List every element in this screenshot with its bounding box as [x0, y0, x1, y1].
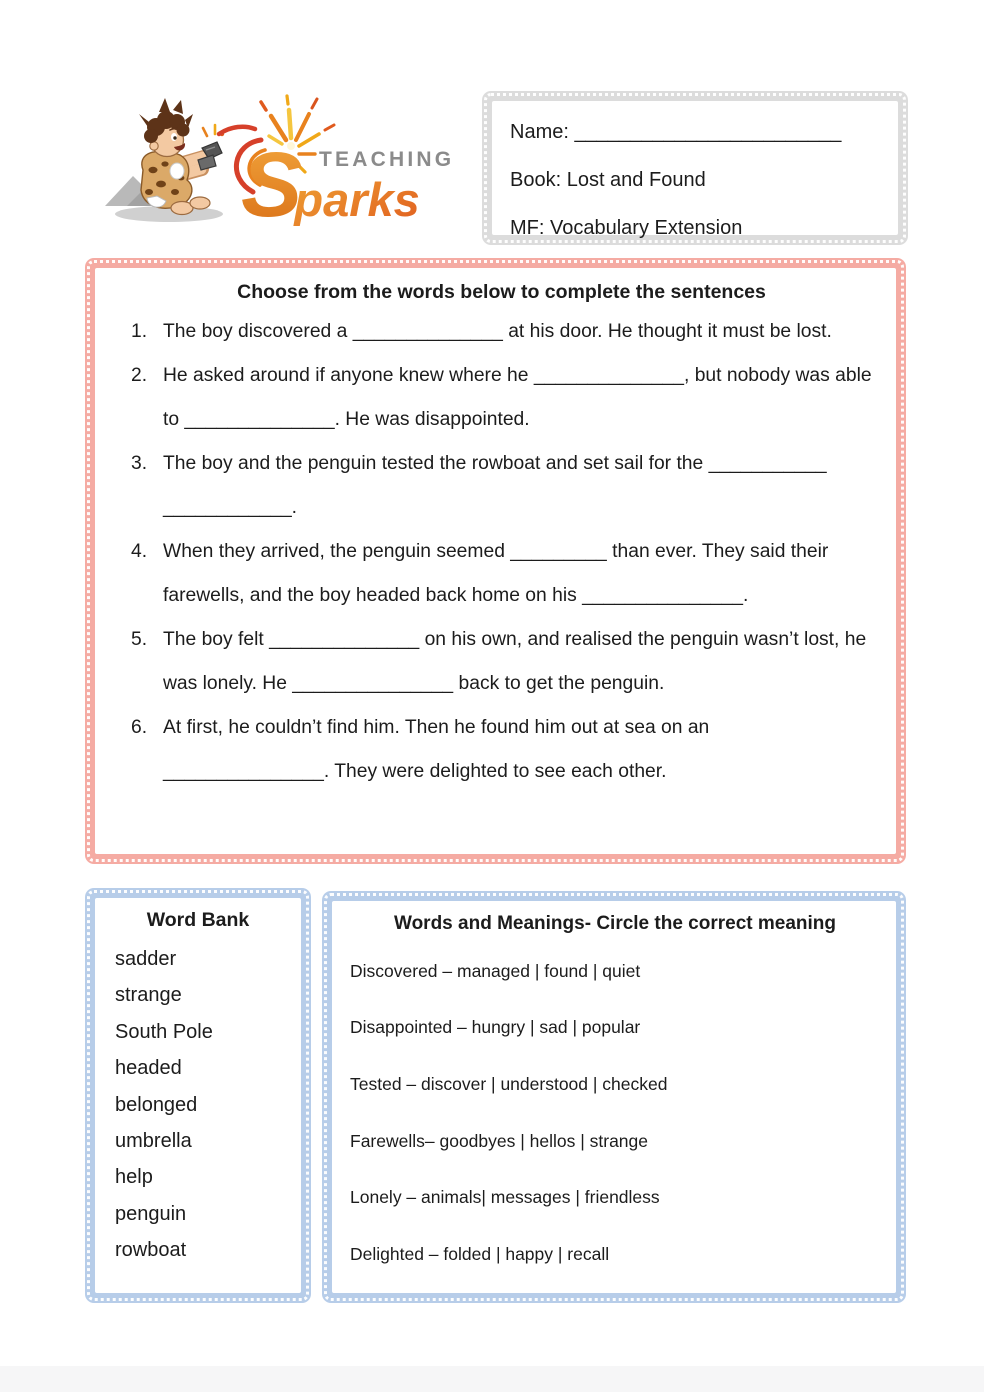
teaching-sparks-logo — [103, 92, 475, 242]
word-bank-list — [115, 941, 295, 1269]
sentence-item — [131, 706, 872, 794]
sentence-item — [131, 442, 872, 530]
meaning-entry: Discovered – managed | found | quiet — [350, 960, 641, 981]
brand-sparks-initial: S — [241, 134, 303, 236]
sentence-completion-box — [85, 258, 906, 864]
sentence-text: At first, he couldn’t find him. Then he found him out at sea on an _______________. They were delighted to see each other. — [163, 717, 710, 782]
sentence-number: 1. — [131, 321, 148, 342]
word-bank-word: strange — [115, 984, 182, 1007]
word-bank-word: penguin — [115, 1202, 187, 1225]
meaning-entry: Delighted – folded | happy | recall — [350, 1243, 610, 1264]
sentence-number: 5. — [131, 629, 148, 650]
meaning-entry: Lonely – animals| messages | friendless — [350, 1187, 660, 1208]
meanings-list — [350, 943, 880, 1283]
word-bank-word: headed — [115, 1057, 182, 1080]
sentence-list — [131, 310, 872, 794]
word-bank-word: help — [115, 1166, 153, 1189]
name-line: Name: ________________________ — [510, 121, 842, 143]
word-bank-word: South Pole — [115, 1020, 213, 1043]
book-line: Book: Lost and Found — [510, 169, 706, 191]
word-bank-word: belonged — [115, 1093, 198, 1116]
sentence-item — [131, 354, 872, 442]
word-bank-word: umbrella — [115, 1130, 192, 1153]
sentence-number: 4. — [131, 541, 148, 562]
sentence-text: He asked around if anyone knew where he ______________, but nobody was able to ______________. He was disappointed. — [163, 365, 872, 430]
caveman-boy-icon — [139, 98, 222, 215]
mf-line: MF: Vocabulary Extension — [510, 217, 743, 239]
word-bank-word: rowboat — [115, 1239, 187, 1262]
brand-teaching-text: TEACHING — [319, 148, 455, 171]
meaning-entry: Tested – discover | understood | checked — [350, 1073, 668, 1094]
sentence-number: 2. — [131, 365, 148, 386]
sentence-item — [131, 310, 872, 354]
sentence-text: The boy discovered a ______________ at his door. He thought it must be lost. — [163, 321, 832, 342]
meanings-title: Words and Meanings- Circle the correct meaning — [393, 913, 837, 934]
meaning-entry: Farewells– goodbyes | hellos | strange — [350, 1130, 649, 1151]
sentence-section-title: Choose from the words below to complete the sentences — [237, 281, 766, 303]
word-bank-box — [85, 888, 311, 1303]
student-info-box — [482, 91, 908, 245]
meaning-entry: Disappointed – hungry | sad | popular — [350, 1017, 641, 1038]
sentence-text: The boy felt ______________ on his own, and realised the penguin wasn’t lost, he was lonely. He _______________ back to get the penguin. — [163, 629, 867, 694]
sentence-text: When they arrived, the penguin seemed _________ than ever. They said their farewells, and the boy headed back home on his _______________. — [163, 541, 829, 606]
sentence-number: 3. — [131, 453, 148, 474]
words-and-meanings-inner — [332, 901, 896, 1293]
page-bottom-strip — [0, 1366, 984, 1392]
sentence-completion-inner — [95, 268, 896, 854]
word-bank-inner — [95, 898, 301, 1293]
word-bank-title: Word Bank — [146, 909, 250, 931]
sentence-number: 6. — [131, 717, 148, 738]
brand-sparks-rest: parks — [294, 173, 420, 226]
word-bank-word: sadder — [115, 948, 177, 970]
logo-graphic — [103, 92, 475, 242]
student-info-inner — [492, 101, 898, 239]
sentence-text: The boy and the penguin tested the rowboat and set sail for the ___________ ____________. — [163, 453, 827, 518]
sentence-item — [131, 618, 872, 706]
words-and-meanings-box — [322, 891, 906, 1303]
sentence-item — [131, 530, 872, 618]
